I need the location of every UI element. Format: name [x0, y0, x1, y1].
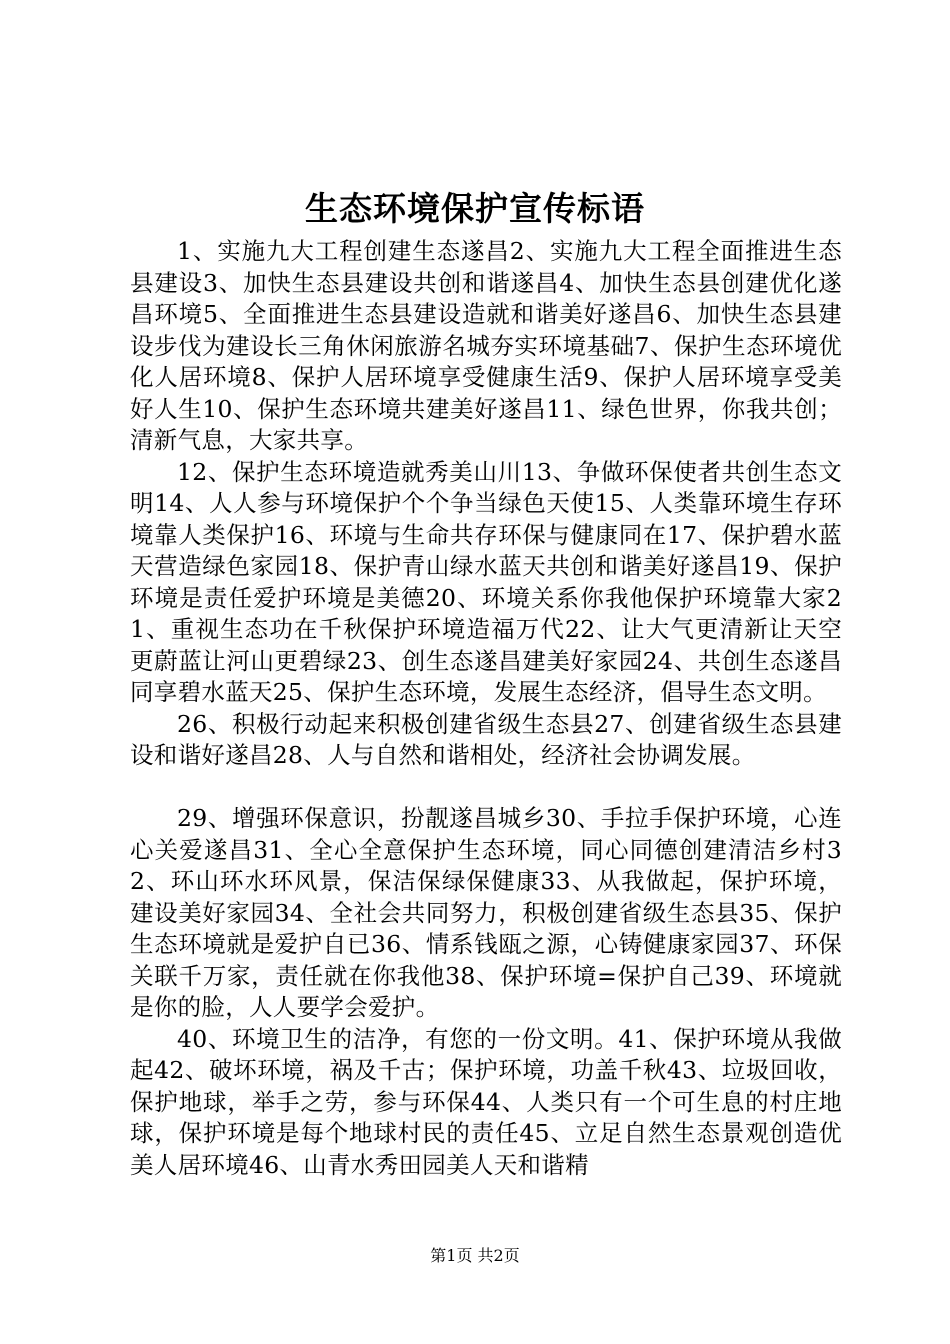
paragraph-2: 12、保护生态环境造就秀美山川13、争做环保使者共创生态文明14、人人参与环境保护个个争当绿色天使15、人类靠环境生存环境靠人类保护16、环境与生命共存环保与健康同在17、保护碧水蓝天营造绿色家园18、保护青山绿水蓝天共创和谐美好遂昌19、保护环境是责任爱护环境是美德20、环境关系你我他保护环境靠大家21、重视生态功在千秋保护环境造福万代22、让大气更清新让天空更蔚蓝让河山更碧绿23、创生态遂昌建美好家园24、共创生态遂昌同享碧水蓝天25、保护生态环境，发展生态经济，倡导生态文明。 — [130, 457, 842, 706]
paragraph-5: 40、环境卫生的洁净，有您的一份文明。41、保护环境从我做起42、破坏环境，祸及千古；保护环境，功盖千秋43、垃圾回收，保护地球，举手之劳，参与环保44、人类只有一个可生息的村庄地球，保护环境是每个地球村民的责任45、立足自然生态景观创造优美人居环境46、山青水秀田园美人天和谐精 — [130, 1024, 842, 1179]
document-title: 生态环境保护宣传标语 — [305, 189, 645, 228]
document-body — [130, 236, 842, 1181]
paragraph-1: 1、实施九大工程创建生态遂昌2、实施九大工程全面推进生态县建设3、加快生态县建设共创和谐遂昌4、加快生态县创建优化遂昌环境5、全面推进生态县建设造就和谐美好遂昌6、加快生态县建设步伐为建设长三角休闲旅游名城夯实环境基础7、保护生态环境优化人居环境8、保护人居环境享受健康生活9、保护人居环境享受美好人生10、保护生态环境共建美好遂昌11、绿色世界，你我共创；清新气息，大家共享。 — [130, 237, 842, 454]
paragraph-4: 29、增强环保意识，扮靓遂昌城乡30、手拉手保护环境，心连心关爱遂昌31、全心全意保护生态环境，同心同德创建清洁乡村32、环山环水环风景，保洁保绿保健康33、从我做起，保护环境，建设美好家园34、全社会共同努力，积极创建省级生态县35、保护生态环境就是爱护自已36、情系钱瓯之源，心铸健康家园37、环保关联千万家，责任就在你我他38、保护环境=保护自己39、环境就是你的脸，人人要学会爱护。 — [130, 804, 842, 1021]
page-footer: 第1页 共2页 — [430, 1246, 520, 1265]
paragraph-3: 26、积极行动起来积极创建省级生态县27、创建省级生态县建设和谐好遂昌28、人与自然和谐相处，经济社会协调发展。 — [130, 709, 842, 769]
